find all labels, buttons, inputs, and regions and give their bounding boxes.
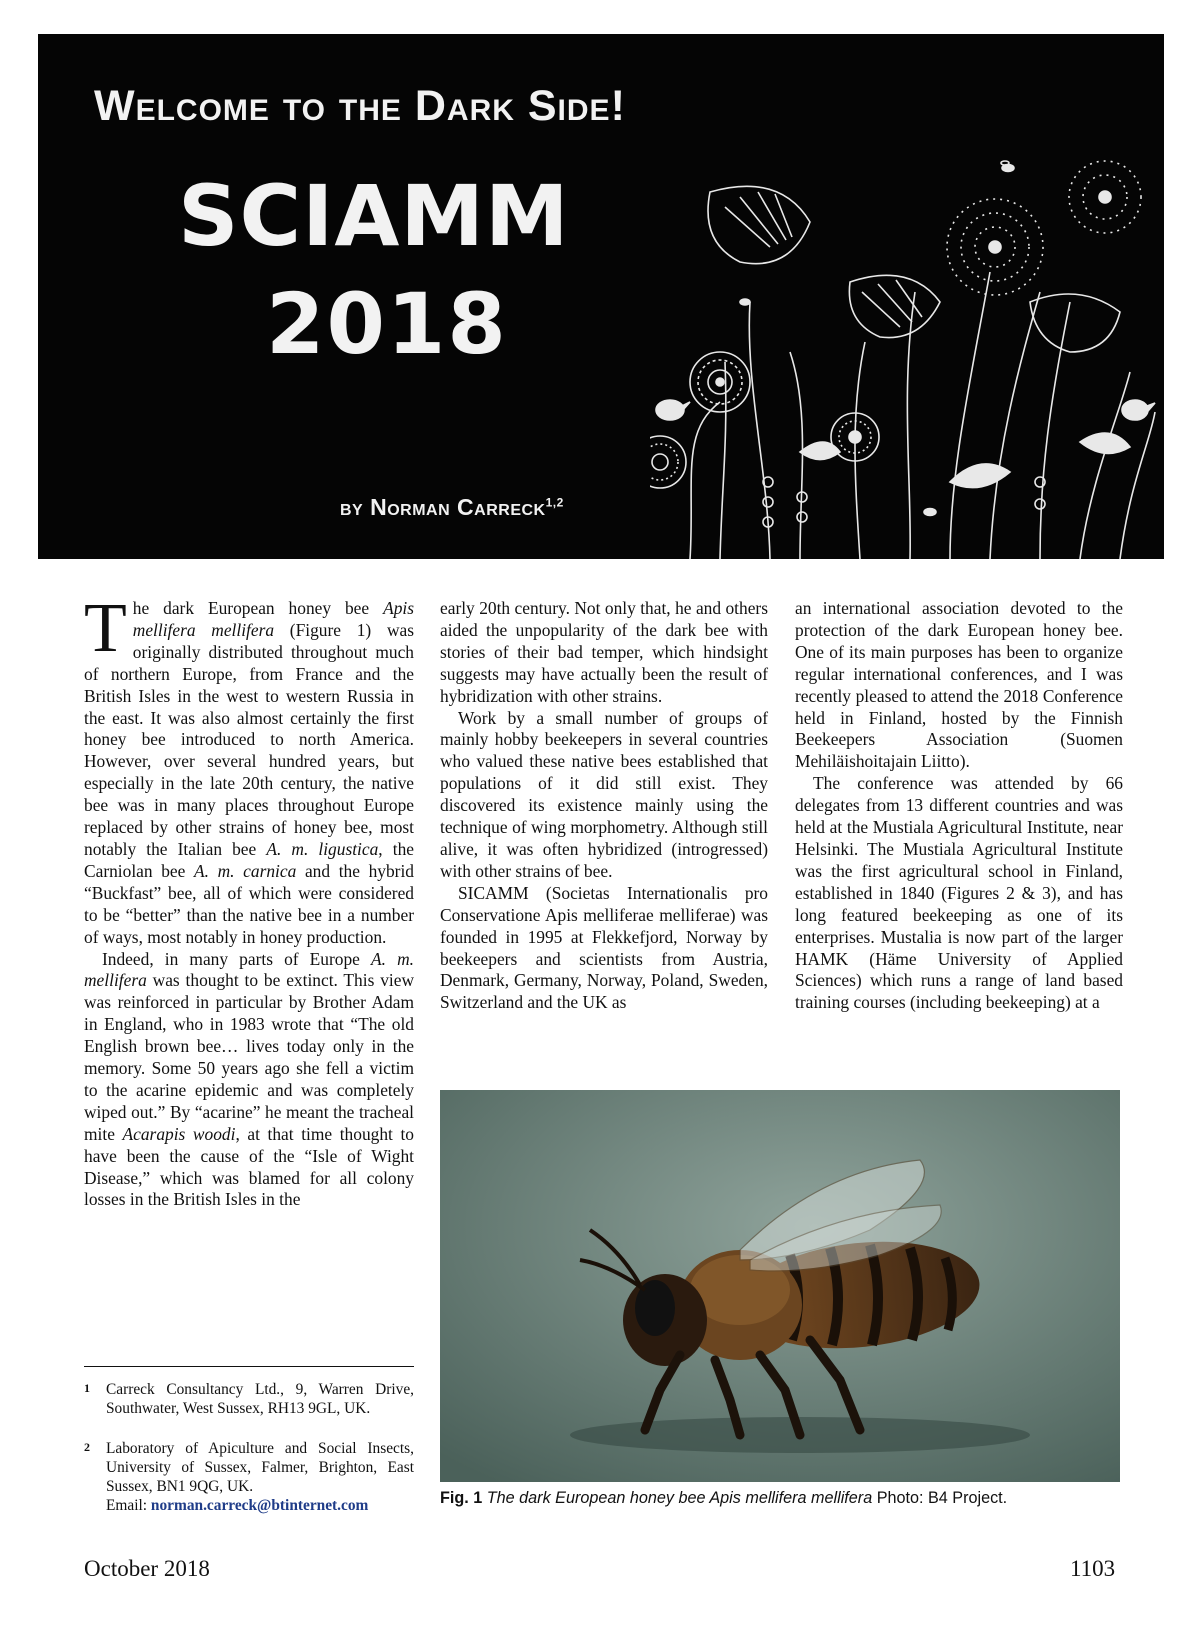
page-number: 1103 — [1070, 1556, 1116, 1581]
species-name: A. m. carnica — [194, 860, 297, 881]
email-label: Email: — [106, 1497, 148, 1514]
paragraph-text: The conference was attended by 66 delegates from 13 different countries and was held at the Mustiala Agricultural Institute, near Helsinki. The Mustiala Agricultural Institute was the first agricultural school in Finland, established in 1840 (Figures 2 & 3), and has long featured beekeeping as one of its enterprises. Mustalia is now part of the larger HAMK (Häme University of Applied Sciences) which runs a range of land based training courses (including beekeeping) at a — [795, 773, 1123, 1013]
figure-1-caption — [440, 1489, 1140, 1508]
paragraph — [795, 598, 1123, 773]
author-affiliation-marks: 1,2 — [545, 495, 564, 510]
paragraph-text: Indeed, in many parts of Europe A. m. mellifera was thought to be extinct. This view was reinforced in particular by Brother Adam in England, who in 1983 wrote that “The old English brown bee… lives today only in the memory. Some 50 years ago she fell a victim to the acarine epidemic and was completely wiped out.” By “acarine” he meant the tracheal mite Acarapis woodi, at that time thought to have been the cause of the “Isle of Wight Disease,” which was blamed for all colony losses in the British Isles in the — [84, 948, 415, 1210]
paragraph-text: an international association devoted to the protection of the dark European honey bee. One of its main purposes has been to organize regular international conferences, and I was recently pleased to attend the 2018 Conference held in Finland, hosted by the Finnish Beekeepers Association (Suomen Mehiläishoitajain Liitto). — [795, 598, 1123, 772]
dandelion-top-right — [1069, 161, 1141, 233]
paragraph-text: early 20th century. Not only that, he and others aided the unpopularity of the dark bee with stories of their bad temper, which hindsight suggests may have actually been the result of hybridization with other strains. — [440, 598, 768, 706]
article-column-2 — [440, 598, 768, 1014]
footnote-divider — [84, 1366, 414, 1367]
footnote-text: Carreck Consultancy Ltd., 9, Warren Drive, Southwater, West Sussex, RH13 9GL, UK. — [106, 1381, 414, 1417]
article-column-1 — [84, 590, 415, 1211]
paragraph-text: he dark European honey bee Apis mellifera mellifera (Figure 1) was originally distributed throughout much of northern Europe, from France and the British Isles in the west to western Russia in the east. It was also almost certainly the first honey bee introduced to north America. However, over several hundred years, but especially in the late 20th century, the native bee was in many places throughout Europe replaced by other strains of honey bee, most notably the Italian bee A. m. ligustica, the Carniolan bee A. m. carnica and the hybrid “Buckfast” bee, all of which were considered to be “better” than the native bee in a number of ways, most notably in honey production. — [84, 598, 414, 947]
bird-left-icon — [656, 400, 690, 420]
species-name: Acarapis woodi — [122, 1123, 236, 1144]
banner-headline: Welcome to the Dark Side! — [94, 82, 626, 130]
paragraph — [84, 949, 414, 1212]
banner-title-sciamm: SCIAMM — [178, 167, 570, 265]
banner-title-year: 2018 — [266, 275, 508, 373]
species-name: A. m. mellifera — [84, 948, 415, 991]
species-name: A. m. ligustica — [266, 838, 379, 859]
species-name: Apis mellifera mellifera — [132, 598, 414, 640]
title-banner — [38, 34, 1164, 559]
article-column-3 — [795, 598, 1123, 1014]
paragraph — [795, 773, 1123, 1014]
round-flower-mid — [650, 436, 686, 488]
footnote-text — [106, 1439, 414, 1515]
email-link[interactable]: norman.carreck@btinternet.com — [150, 1497, 369, 1514]
author-name: by Norman Carreck — [340, 494, 546, 520]
paragraph — [440, 598, 768, 708]
paragraph-text: SICAMM (Societas Internationalis pro Conservatione Apis melliferae melliferae) was founded in 1995 at Flekkefjord, Norway by beekeepers and scientists from Austria, Denmark, Germany, Norway, Poland, Sweden, Switzerland and the UK as — [440, 882, 768, 1013]
issue-date: October 2018 — [84, 1556, 210, 1581]
footnote-number: 2 — [84, 1440, 90, 1454]
drop-cap: T — [84, 590, 127, 667]
footnote-2 — [84, 1439, 414, 1515]
paragraph — [440, 883, 768, 1014]
small-bee-icon — [740, 161, 1014, 516]
footnote-1 — [84, 1380, 414, 1418]
flower-illustration — [650, 152, 1164, 559]
bird-right-icon — [1122, 400, 1155, 420]
figure-1-photo — [440, 1090, 1120, 1482]
photo-credit: Photo: B4 Project. — [876, 1489, 1008, 1507]
figure-caption-text: The dark European honey bee Apis mellifera mellifera — [486, 1489, 873, 1507]
footnote-number: 1 — [84, 1381, 90, 1395]
paragraph — [440, 708, 768, 883]
honey-bee-illustration — [440, 1090, 1120, 1482]
figure-label: Fig. 1 — [440, 1489, 483, 1507]
dandelion-large — [947, 199, 1043, 295]
author-byline — [340, 494, 564, 521]
paragraph-text: Work by a small number of groups of mainly hobby beekeepers in several countries who valued these native bees established that populations of it did still exist. They discovered its existence mainly using the technique of wing morphometry. Although still alive, it was often hybridized (introgressed) with other strains of bee. — [440, 707, 768, 881]
paragraph — [84, 590, 414, 949]
footnote-address: Laboratory of Apiculture and Social Insects, University of Sussex, Falmer, Brighton, East Sussex, BN1 9QG, UK. — [106, 1440, 414, 1495]
